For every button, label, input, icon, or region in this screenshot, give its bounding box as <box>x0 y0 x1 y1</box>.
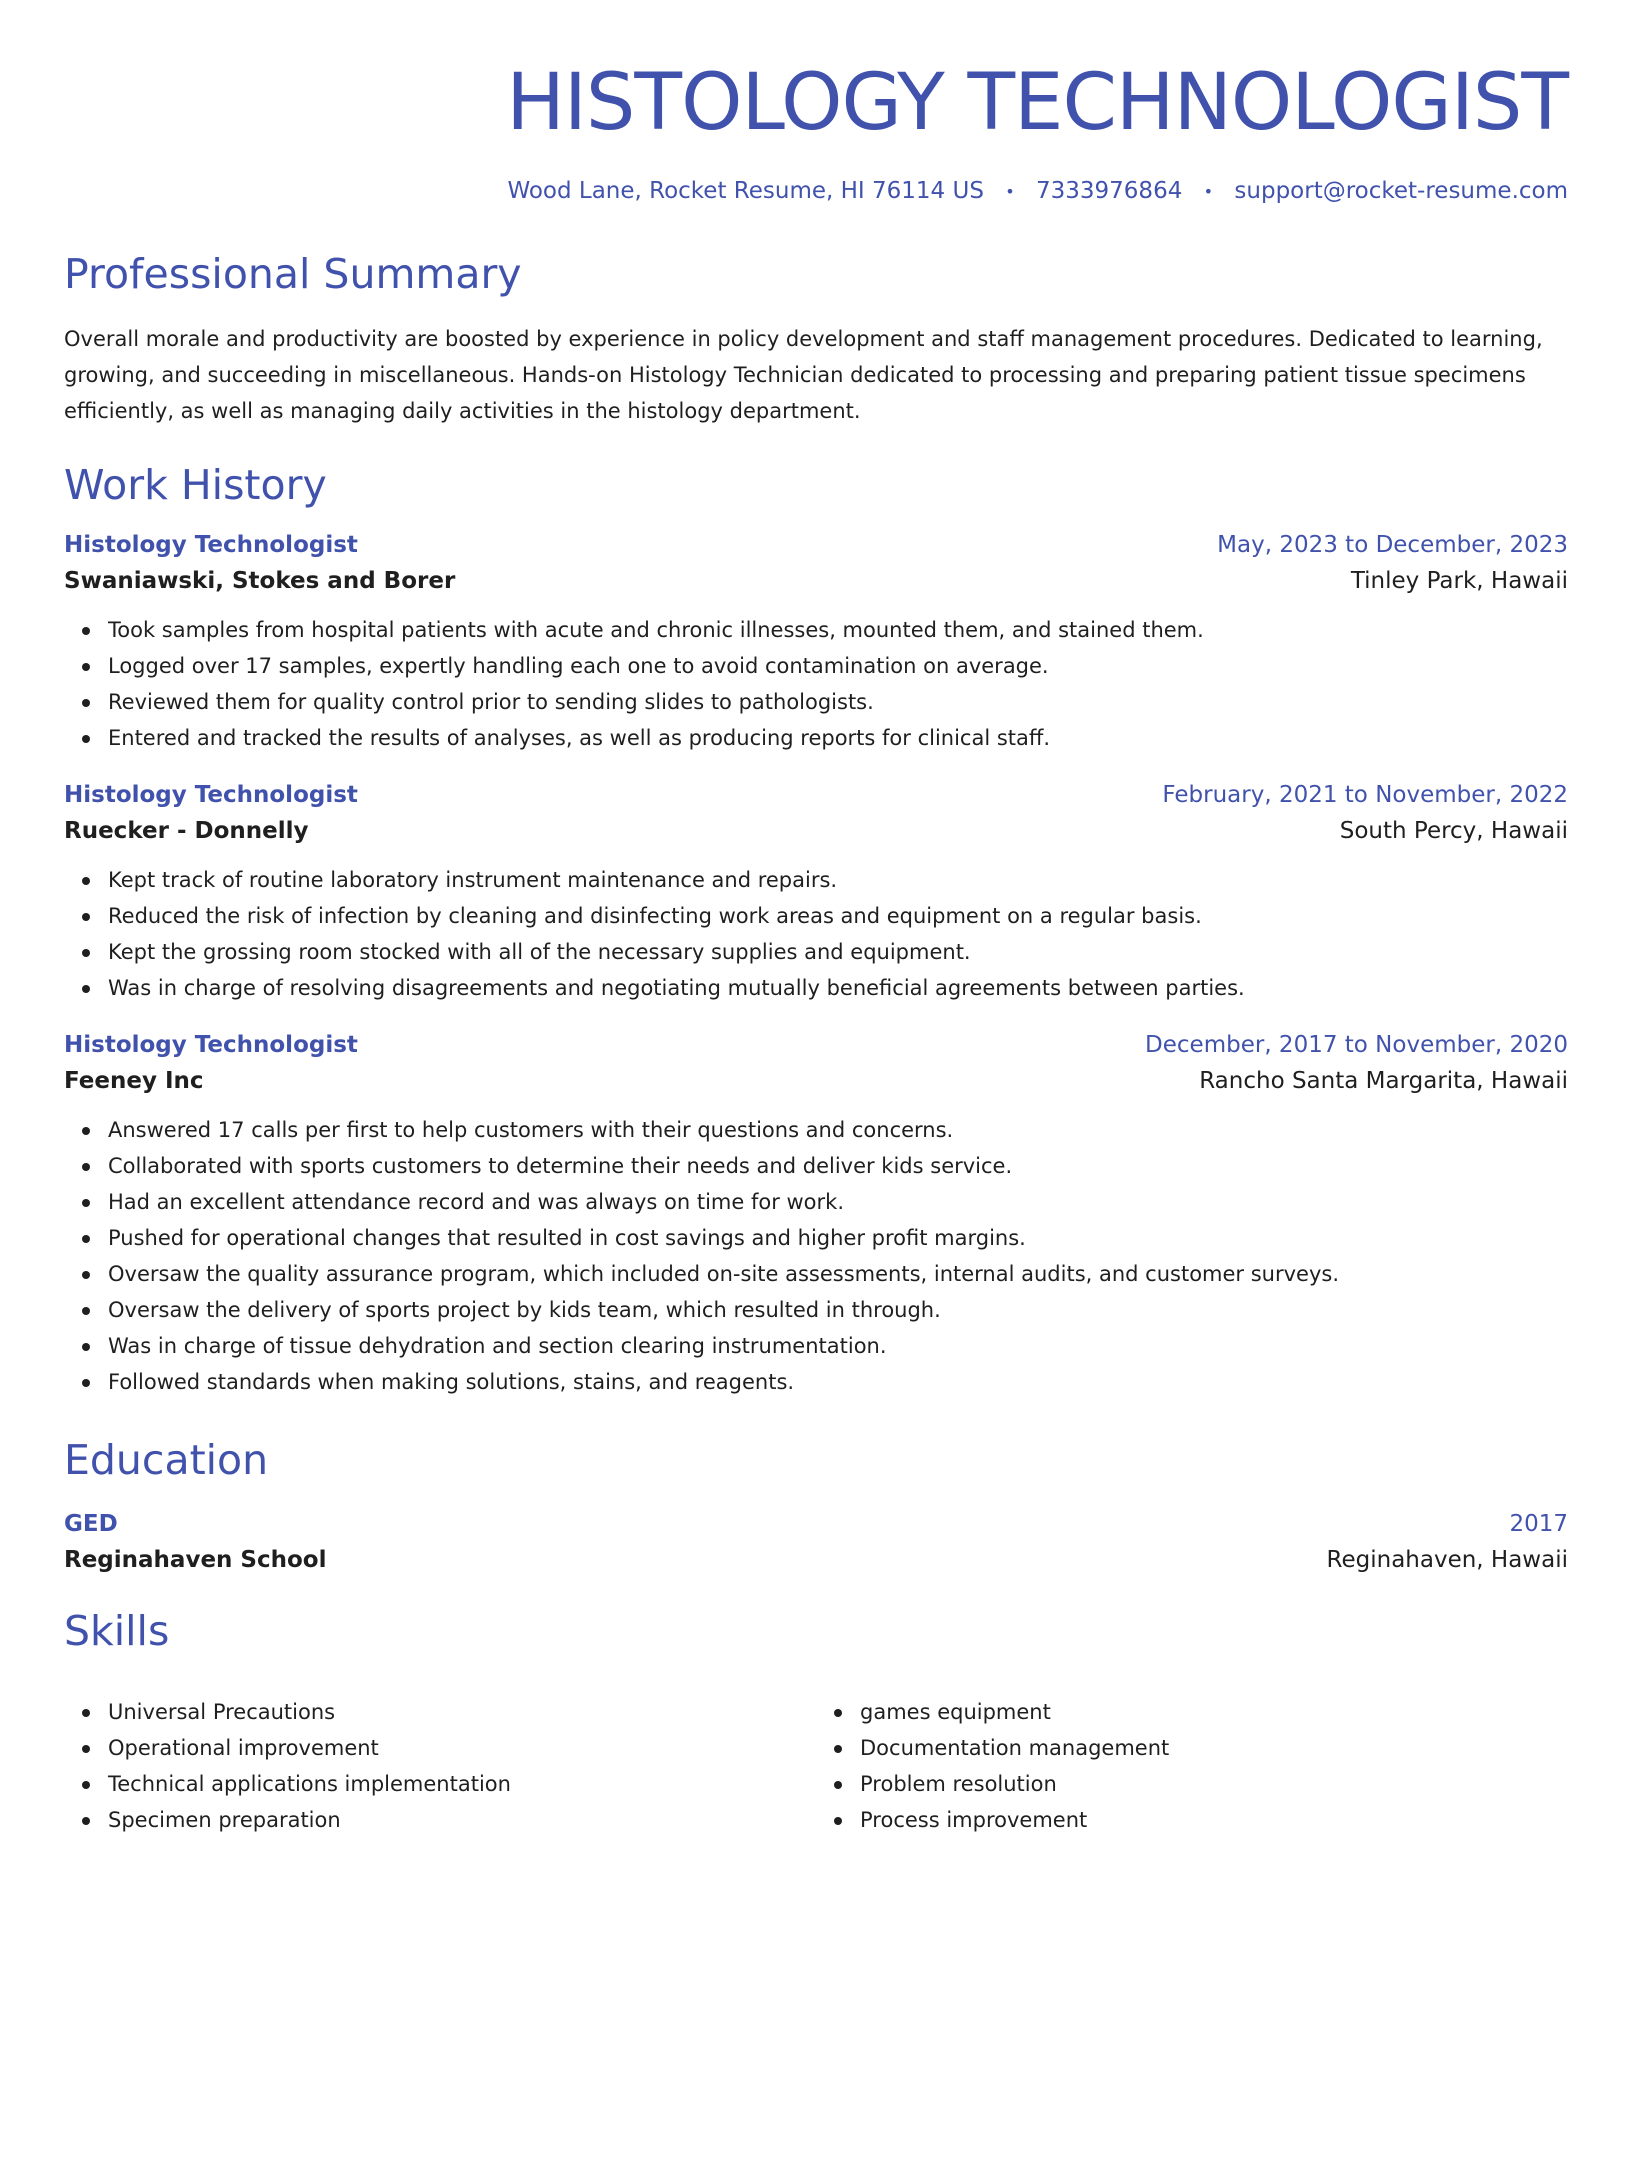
job-bullet: Took samples from hospital patients with acute and chronic illnesses, mounted them, and stained them. <box>108 612 1568 648</box>
job-entry <box>64 782 1568 1006</box>
education-degree: GED <box>64 1511 118 1537</box>
job-bullet: Entered and tracked the results of analyses, as well as producing reports for clinical staff. <box>108 720 1568 756</box>
job-location: Tinley Park, Hawaii <box>1350 568 1568 594</box>
skill-item: Documentation management <box>860 1730 1568 1766</box>
job-dates: May, 2023 to December, 2023 <box>1217 532 1568 558</box>
contact-separator: • <box>1005 182 1015 201</box>
job-bullet: Followed standards when making solutions, stains, and reagents. <box>108 1364 1568 1400</box>
job-location: South Percy, Hawaii <box>1339 818 1568 844</box>
job-bullet: Collaborated with sports customers to determine their needs and deliver kids service. <box>108 1148 1568 1184</box>
job-title: Histology Technologist <box>64 782 358 808</box>
job-dates: February, 2021 to November, 2022 <box>1162 782 1568 808</box>
resume-page <box>0 58 1632 2176</box>
skills-column-right <box>816 1694 1568 1838</box>
skills-column-left <box>64 1694 816 1838</box>
contact-line <box>64 178 1568 204</box>
education-entry <box>64 1511 1568 1573</box>
work-history-heading: Work History <box>64 461 327 509</box>
education-location: Reginahaven, Hawaii <box>1326 1547 1568 1573</box>
job-bullet: Was in charge of tissue dehydration and section clearing instrumentation. <box>108 1328 1568 1364</box>
job-bullet: Had an excellent attendance record and was always on time for work. <box>108 1184 1568 1220</box>
job-dates: December, 2017 to November, 2020 <box>1145 1032 1568 1058</box>
job-bullet: Reviewed them for quality control prior to sending slides to pathologists. <box>108 684 1568 720</box>
job-bullets <box>64 612 1568 756</box>
job-bullet: Oversaw the quality assurance program, which included on-site assessments, internal audits, and customer surveys. <box>108 1256 1568 1292</box>
job-bullet: Kept the grossing room stocked with all of the necessary supplies and equipment. <box>108 934 1568 970</box>
job-bullet: Logged over 17 samples, expertly handling each one to avoid contamination on average. <box>108 648 1568 684</box>
job-entry <box>64 1032 1568 1400</box>
job-bullets <box>64 1112 1568 1400</box>
summary-text: Overall morale and productivity are boosted by experience in policy development and staff management procedures. Dedicated to learning, growing, and succeeding in miscellaneous. Hands-on Histology Technician dedicated to processing and preparing patient tissue specimens efficiently, as well as managing daily activities in the histology department. <box>64 327 1543 423</box>
skills-heading: Skills <box>64 1607 170 1655</box>
skill-item: games equipment <box>860 1694 1568 1730</box>
job-bullet: Pushed for operational changes that resulted in cost savings and higher profit margins. <box>108 1220 1568 1256</box>
contact-phone: 7333976864 <box>1036 178 1183 204</box>
job-bullet: Kept track of routine laboratory instrument maintenance and repairs. <box>108 862 1568 898</box>
job-title: Histology Technologist <box>64 1032 358 1058</box>
job-bullets <box>64 862 1568 1006</box>
job-title: Histology Technologist <box>64 532 358 558</box>
contact-address: Wood Lane, Rocket Resume, HI 76114 US <box>507 178 984 204</box>
job-bullet: Reduced the risk of infection by cleaning and disinfecting work areas and equipment on a regular basis. <box>108 898 1568 934</box>
skill-item: Process improvement <box>860 1802 1568 1838</box>
resume-name: HISTOLOGY TECHNOLOGIST <box>506 58 1568 148</box>
contact-separator: • <box>1203 182 1214 201</box>
skills-grid <box>64 1676 1568 1838</box>
summary-heading: Professional Summary <box>64 250 522 298</box>
skill-item: Specimen preparation <box>108 1802 816 1838</box>
skill-item: Problem resolution <box>860 1766 1568 1802</box>
contact-email: support@rocket-resume.com <box>1234 178 1568 204</box>
skill-item: Operational improvement <box>108 1730 816 1766</box>
job-entry <box>64 532 1568 756</box>
education-heading: Education <box>64 1436 269 1484</box>
job-bullet: Was in charge of resolving disagreements and negotiating mutually beneficial agreements between parties. <box>108 970 1568 1006</box>
job-company: Feeney Inc <box>64 1068 204 1094</box>
skill-item: Technical applications implementation <box>108 1766 816 1802</box>
job-location: Rancho Santa Margarita, Hawaii <box>1199 1068 1568 1094</box>
education-year: 2017 <box>1509 1511 1568 1537</box>
job-bullet: Oversaw the delivery of sports project by kids team, which resulted in through. <box>108 1292 1568 1328</box>
job-company: Ruecker - Donnelly <box>64 818 309 844</box>
skill-item: Universal Precautions <box>108 1694 816 1730</box>
job-bullet: Answered 17 calls per first to help customers with their questions and concerns. <box>108 1112 1568 1148</box>
job-company: Swaniawski, Stokes and Borer <box>64 568 456 594</box>
education-school: Reginahaven School <box>64 1547 327 1573</box>
